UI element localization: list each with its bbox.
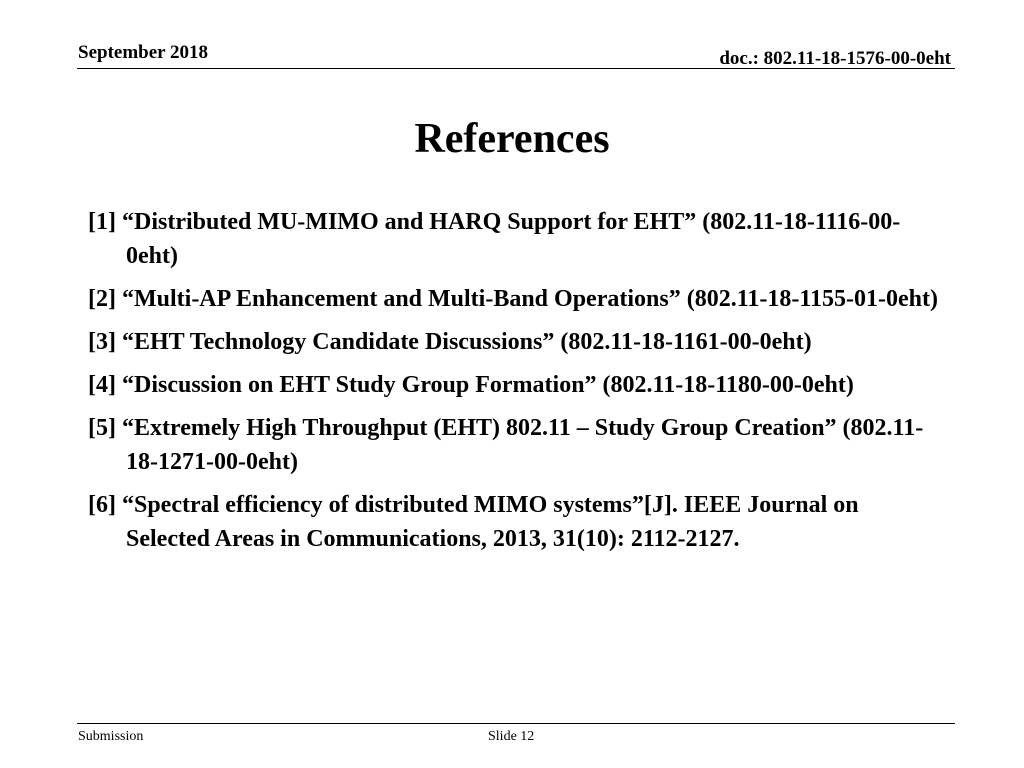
header-date: September 2018 xyxy=(78,42,208,63)
slide-title: References xyxy=(414,116,610,162)
reference-item-2: [2] “Multi-AP Enhancement and Multi-Band Operations” (802.11-18-1155-01-0eht) xyxy=(88,286,938,312)
footer-submission: Submission xyxy=(78,729,144,744)
footer-divider xyxy=(77,723,955,724)
reference-item-5: [5] “Extremely High Throughput (EHT) 802.11 – Study Group Creation” (802.11-18-1271-00-0eht) xyxy=(88,415,924,475)
reference-item-1: [1] “Distributed MU-MIMO and HARQ Support for EHT” (802.11-18-1116-00-0eht) xyxy=(88,209,901,269)
header-doc-id: doc.: 802.11-18-1576-00-0eht xyxy=(719,48,951,69)
reference-list xyxy=(88,205,948,565)
reference-item-6: [6] “Spectral efficiency of distributed MIMO systems”[J]. IEEE Journal on Selected Areas in Communications, 2013, 31(10): 2112-2127. xyxy=(88,492,859,552)
header-divider xyxy=(77,68,955,69)
reference-item-4: [4] “Discussion on EHT Study Group Formation” (802.11-18-1180-00-0eht) xyxy=(88,372,854,398)
footer-slide-number: Slide 12 xyxy=(488,729,535,744)
reference-item-3: [3] “EHT Technology Candidate Discussions” (802.11-18-1161-00-0eht) xyxy=(88,329,812,355)
